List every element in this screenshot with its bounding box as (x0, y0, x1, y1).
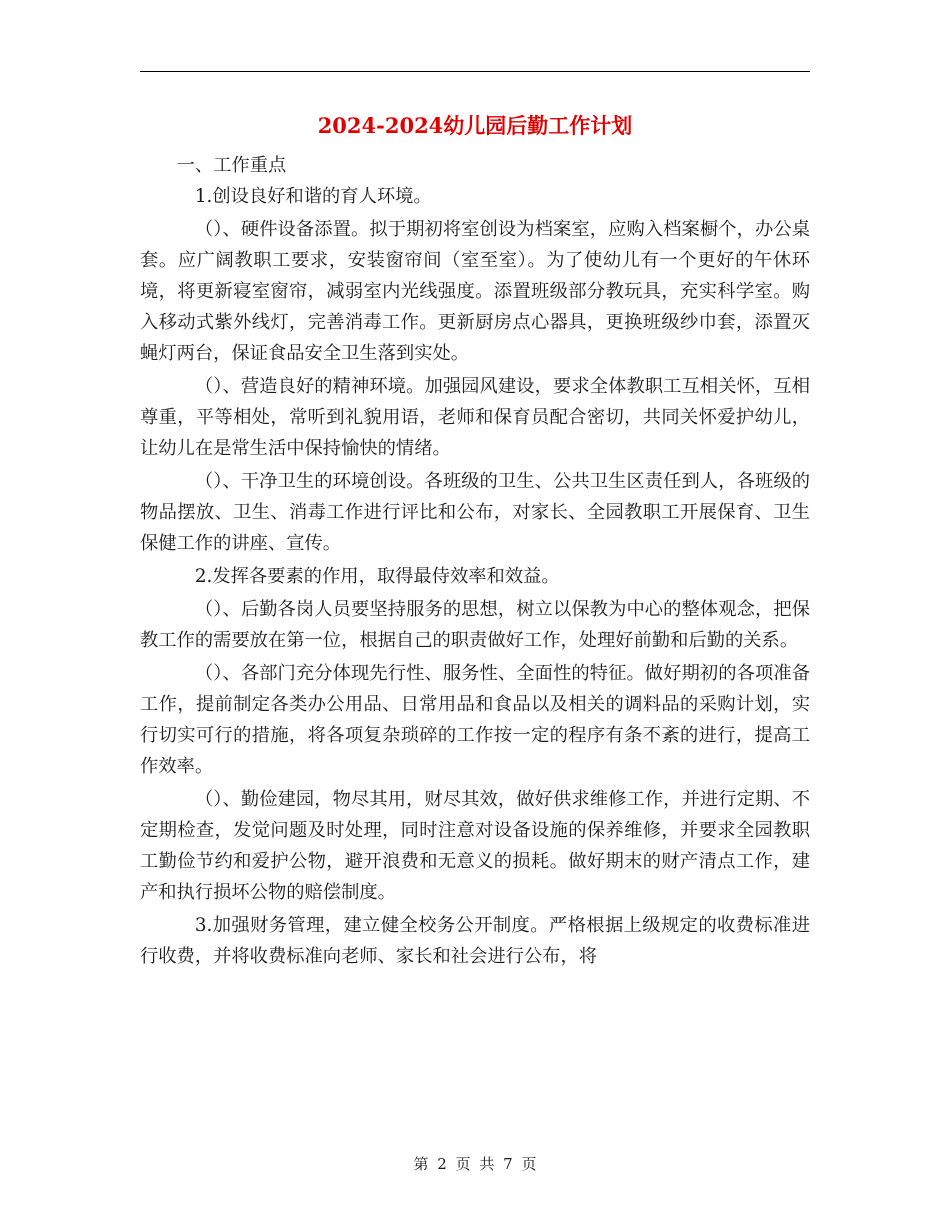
paragraph-spirit-environment: （）、营造良好的精神环境。加强园风建设，要求全体教职工互相关怀，互相尊重，平等相处，常听到礼貌用语，老师和保育员配合密切，共同关怀爱护幼儿，让幼儿在是常生活中保持愉快的情绪。 (140, 376, 810, 459)
paragraph-hardware: （）、硬件设备添置。拟于期初将室创设为档案室，应购入档案橱个，办公桌套。应广阔教职工要求，安装窗帘间（室至室）。为了使幼儿有一个更好的午休环境，将更新寝室窗帘，减弱室内光线强度。添置班级部分教玩具，充实科学室。购入移动式紫外线灯，完善消毒工作。更新厨房点心器具，更换班级纱巾套，添置灭蝇灯两台，保证食品安全卫生落到实处。 (140, 219, 810, 364)
page-number-footer: 第 2 页 共 7 页 (413, 1155, 537, 1173)
paragraph-service-thinking: （）、后勤各岗人员要坚持服务的思想，树立以保教为中心的整体观念，把保教工作的需要放在第一位，根据自己的职责做好工作，处理好前勤和后勤的关系。 (140, 599, 810, 651)
document-title: 2024-2024幼儿园后勤工作计划 (317, 113, 633, 138)
document-body (140, 150, 810, 972)
subsection-heading-2: 2.发挥各要素的作用，取得最侍效率和效益。 (194, 566, 560, 587)
paragraph-hygiene-environment: （）、干净卫生的环境创设。各班级的卫生、公共卫生区责任到人，各班级的物品摆放、卫生、消毒工作进行评比和公布，对家长、全园教职工开展保育、卫生保健工作的讲座、宣传。 (140, 471, 810, 554)
subsection-heading-3: 3.加强财务管理，建立健全校务公开制度。严格根据上级规定的收费标准进行收费，并将收费标准向老师、家长和社会进行公布，将 (140, 915, 810, 967)
header-rule (140, 71, 810, 72)
paragraph-thrift: （）、勤俭建园，物尽其用，财尽其效，做好供求维修工作，并进行定期、不定期检查，发觉问题及时处理，同时注意对设备设施的保养维修，并要求全园教职工勤俭节约和爱护公物，避开浪费和无意义的损耗。做好期末的财产清点工作，建产和执行损坏公物的赔偿制度。 (140, 789, 810, 903)
subsection-heading-1: 1.创设良好和谐的育人环境。 (194, 186, 432, 207)
paragraph-departments: （）、各部门充分体现先行性、服务性、全面性的特征。做好期初的各项准备工作，提前制定各类办公用品、日常用品和食品以及相关的调料品的采购计划，实行切实可行的措施，将各项复杂琐碎的工作按一定的程序有条不紊的进行，提高工作效率。 (140, 663, 810, 777)
section-heading: 一、工作重点 (176, 155, 287, 176)
